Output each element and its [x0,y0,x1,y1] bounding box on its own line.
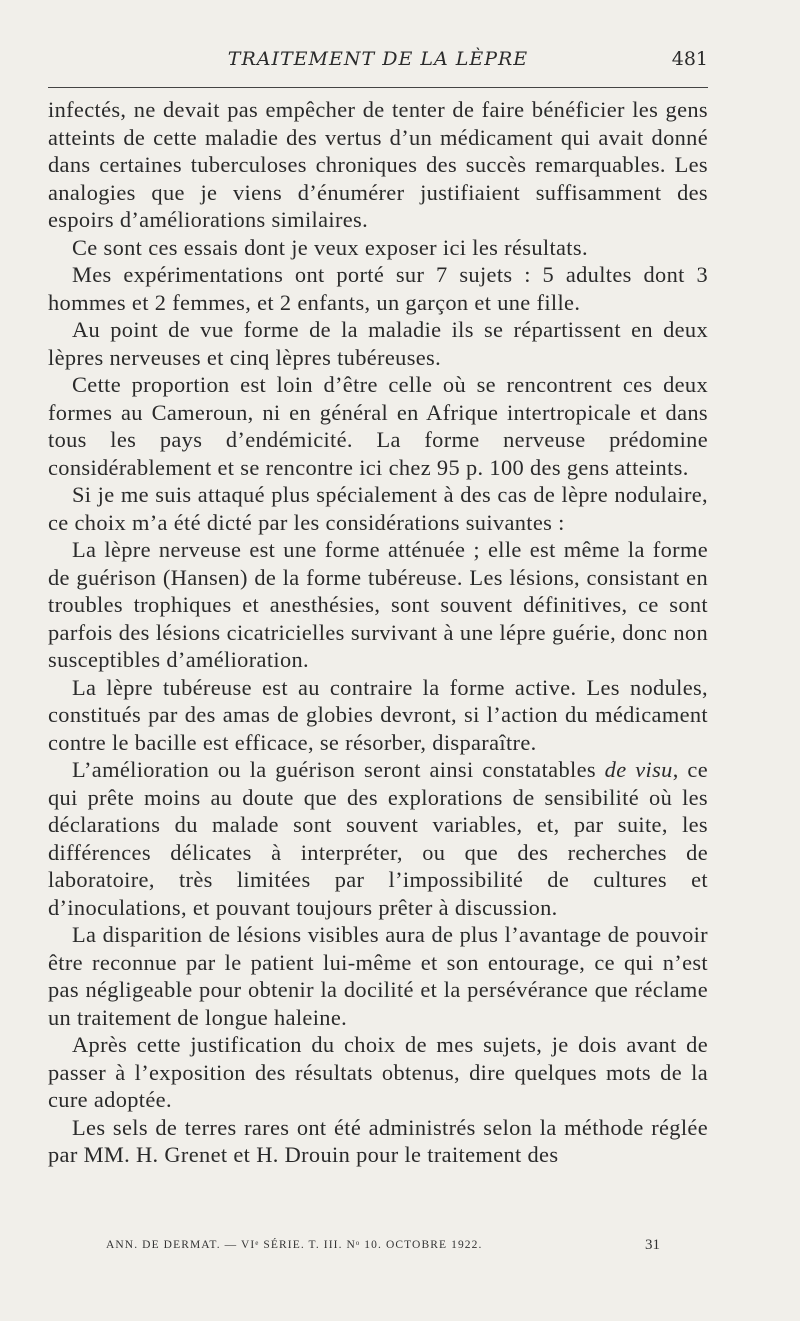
paragraph-continuation: infectés, ne devait pas empêcher de tenter de faire bénéficier les gens atteints de cette maladie des vertus d’un médicament qui avait donné dans certaines tuberculoses chroniques des succès remarquables. Les analogies que je viens d’énumérer justifiaient suffisamment des espoirs d’améliorations similaires. [48,97,708,232]
paragraph: Si je me suis attaqué plus spécialement à des cas de lèpre nodulaire, ce choix m’a été dicté par les considérations suivantes : [48,482,708,535]
header-rule [48,87,708,88]
paragraph: La lèpre tubéreuse est au contraire la forme active. Les nodules, constitués par des amas de globies devront, si l’action du médicament contre le bacille est efficace, se résorber, disparaître. [48,674,708,755]
paragraph: Les sels de terres rares ont été administrés selon la méthode réglée par MM. H. Grenet et H. Drouin pour le traitement des [48,1114,708,1167]
paragraph: L’amélioration ou la guérison seront ainsi constatables de visu, ce qui prête moins au doute que des explorations de sensibilité où les déclarations du malade sont souvent variables, et, par suite, les différences délicates à interpréter, ou que des recherches de laboratoire, très limitées par l’impossibilité de cultures et d’inoculations, et pouvant toujours prêter à discussion. [48,757,708,920]
paragraph: Au point de vue forme de la maladie ils se répartissent en deux lèpres nerveuses et cinq lèpres tubéreuses. [48,317,708,370]
page-number: 481 [671,48,708,70]
paragraph: Cette proportion est loin d’être celle où se rencontrent ces deux formes au Cameroun, ni en général en Afrique intertropicale et dans tous les pays d’endémicité. La forme nerveuse prédomine considérablement et se rencontre ici chez 95 p. 100 des gens atteints. [48,372,708,480]
paragraph: La lèpre nerveuse est une forme atténuée ; elle est même la forme de guérison (Hansen) de la forme tubéreuse. Les lésions, consistant en troubles trophiques et anesthésies, sont souvent définitives, ce sont parfois des lésions cicatricielles survivant à une lépre guérie, donc non susceptibles d’amélioration. [48,537,708,672]
page-footer [48,1239,708,1257]
paragraph: Ce sont ces essais dont je veux exposer ici les résultats. [72,234,588,260]
running-title: TRAITEMENT DE LA LÈPRE [227,48,529,70]
body-text [48,96,708,1169]
signature-mark: 31 [645,1237,660,1253]
paragraph: Après cette justification du choix de mes sujets, je dois avant de passer à l’exposition des résultats obtenus, dire quelques mots de la cure adoptée. [48,1032,708,1112]
running-head [48,48,708,74]
footer-citation: ANN. DE DERMAT. — VIᵉ SÉRIE. T. III. Nᵒ 10. OCTOBRE 1922. [106,1239,483,1251]
paragraph: Mes expérimentations ont porté sur 7 sujets : 5 adultes dont 3 hommes et 2 femmes, et 2 enfants, un garçon et une fille. [48,262,708,315]
italic-phrase: de visu [604,757,673,782]
paragraph: La disparition de lésions visibles aura de plus l’avantage de pouvoir être reconnue par le patient lui-même et son entourage, ce qui n’est pas négligeable pour obtenir la docilité et la persévérance que réclame un traitement de longue haleine. [48,922,708,1030]
